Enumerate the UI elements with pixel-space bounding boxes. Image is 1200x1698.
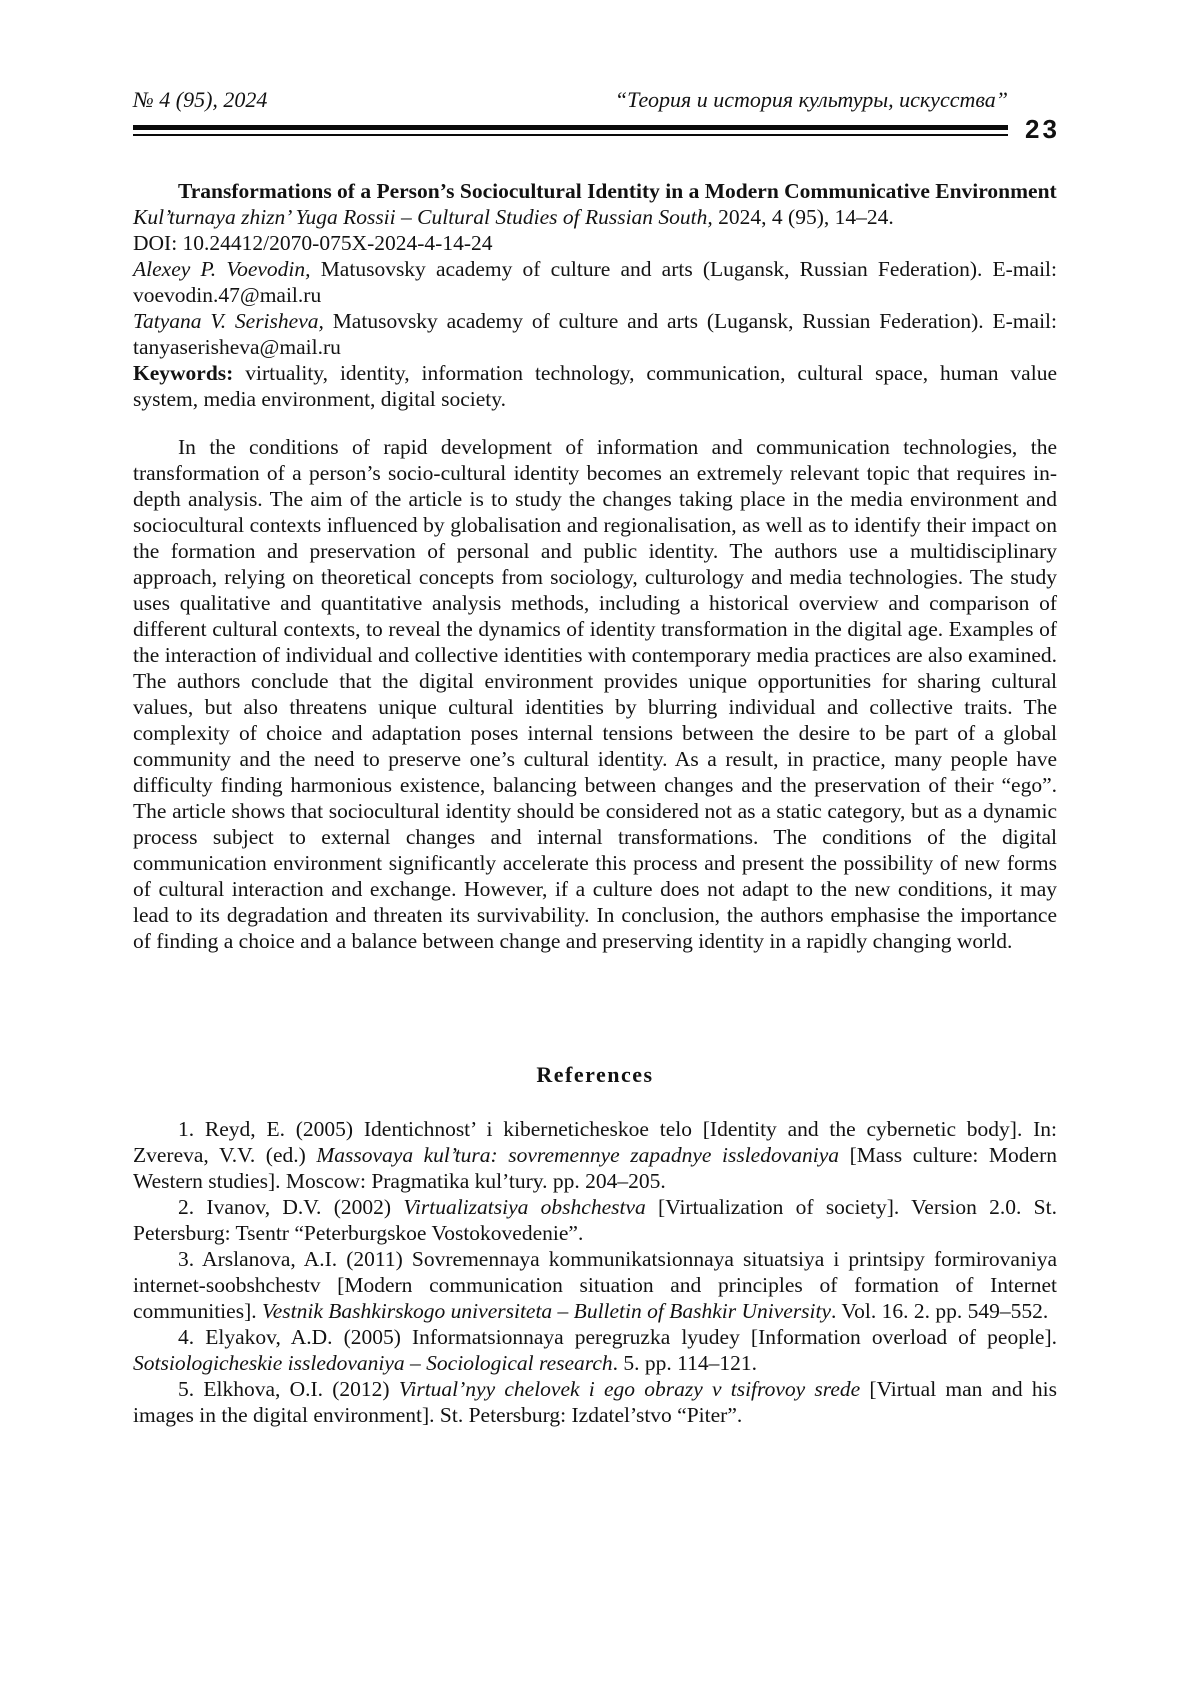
article-abstract-block xyxy=(133,178,1057,1428)
running-head xyxy=(133,88,1057,112)
source-line: Kul’turnaya zhizn’ Yuga Rossii – Cultural Studies of Russian South, 2024, 4 (95), 14–24. xyxy=(133,205,894,229)
reference-item: 3. Arslanova, A.I. (2011) Sovremennaya kommunikatsionnaya situatsiya i printsipy formirovaniya internet-soobshchestv [Modern communication situation and principles of formation of Internet communities]. Vestnik Bashkirskogo universiteta – Bulletin of Bashkir University. Vol. 16. 2. pp. 549–552. xyxy=(133,1247,1057,1323)
doi-line: DOI: 10.24412/2070-075X-2024-4-14-24 xyxy=(133,231,493,255)
author-line: Tatyana V. Serisheva, Matusovsky academy of culture and arts (Lugansk, Russian Federation). E-mail: tanyaserisheva@mail.ru xyxy=(133,309,1057,359)
reference-item: 1. Reyd, E. (2005) Identichnost’ i kiberneticheskoe telo [Identity and the cybernetic body]. In: Zvereva, V.V. (ed.) Massovaya kul’tura: sovremennye zapadnye issledovaniya [Mass culture: Modern Western studies]. Moscow: Pragmatika kul’tury. pp. 204–205. xyxy=(133,1117,1058,1193)
header-rule xyxy=(133,114,1060,144)
author-line: Alexey P. Voevodin, Matusovsky academy of culture and arts (Lugansk, Russian Federation). E-mail: voevodin.47@mail.ru xyxy=(133,257,1057,307)
reference-item: 4. Elyakov, A.D. (2005) Informatsionnaya peregruzka lyudey [Information overload of people]. Sotsiologicheskie issledovaniya – Sociological research. 5. pp. 114–121. xyxy=(133,1325,1057,1375)
rule-thick xyxy=(133,125,1008,130)
page-number: 23 xyxy=(1025,114,1060,144)
reference-item: 5. Elkhova, O.I. (2012) Virtual’nyy chelovek i ego obrazy v tsifrovoy srede [Virtual man and his images in the digital environment]. St. Petersburg: Izdatel’stvo “Piter”. xyxy=(133,1377,1058,1427)
abstract-paragraph: In the conditions of rapid development of information and communication technologies, the transformation of a person’s socio-cultural identity becomes an extremely relevant topic that requires in-depth analysis. The aim of the article is to study the changes taking place in the media environment and sociocultural contexts influenced by globalisation and regionalisation, as well as to identify their impact on the formation and preservation of personal and public identity. The authors use a multidisciplinary approach, relying on theoretical concepts from sociology, culturology and media technologies. The study uses qualitative and quantitative analysis methods, including a historical overview and comparison of different cultural contexts, to reveal the dynamics of identity transformation in the digital age. Examples of the interaction of individual and collective identities with contemporary media practices are also examined. The authors conclude that the digital environment provides unique opportunities for sharing cultural values, but also threatens unique cultural identities by blurring individual and collective traits. The complexity of choice and adaptation poses internal tensions between the desire to be part of a global community and the need to preserve one’s cultural identity. As a result, in practice, many people have difficulty finding harmonious existence, balancing between changes and the preservation of their “ego”. The article shows that sociocultural identity should be considered not as a static category, but as a dynamic process subject to external changes and internal transformations. The conditions of the digital communication environment significantly accelerate this process and present the possibility of new forms of cultural interaction and exchange. However, if a culture does not adapt to the new conditions, it may lead to its degradation and threaten its survivability. In conclusion, the authors emphasise the importance of finding a choice and a balance between change and preserving identity in a rapidly changing world. xyxy=(133,435,1057,953)
keywords-line: Keywords: virtuality, identity, information technology, communication, cultural space, human value system, media environment, digital society. xyxy=(133,361,1057,411)
article-title: Transformations of a Person’s Sociocultural Identity in a Modern Communicative Environment xyxy=(178,179,1057,203)
reference-item: 2. Ivanov, D.V. (2002) Virtualizatsiya obshchestva [Virtualization of society]. Version 2.0. St. Petersburg: Tsentr “Peterburgskoe Vostokovedenie”. xyxy=(133,1195,1057,1245)
issue-number: № 4 (95), 2024 xyxy=(133,87,268,112)
references-heading: References xyxy=(536,1062,654,1087)
page-header xyxy=(133,87,1060,144)
journal-title-ru: “Теория и история культуры, искусства” xyxy=(614,87,1008,112)
references-list xyxy=(133,1116,1057,1428)
rule-thin xyxy=(133,134,1008,136)
